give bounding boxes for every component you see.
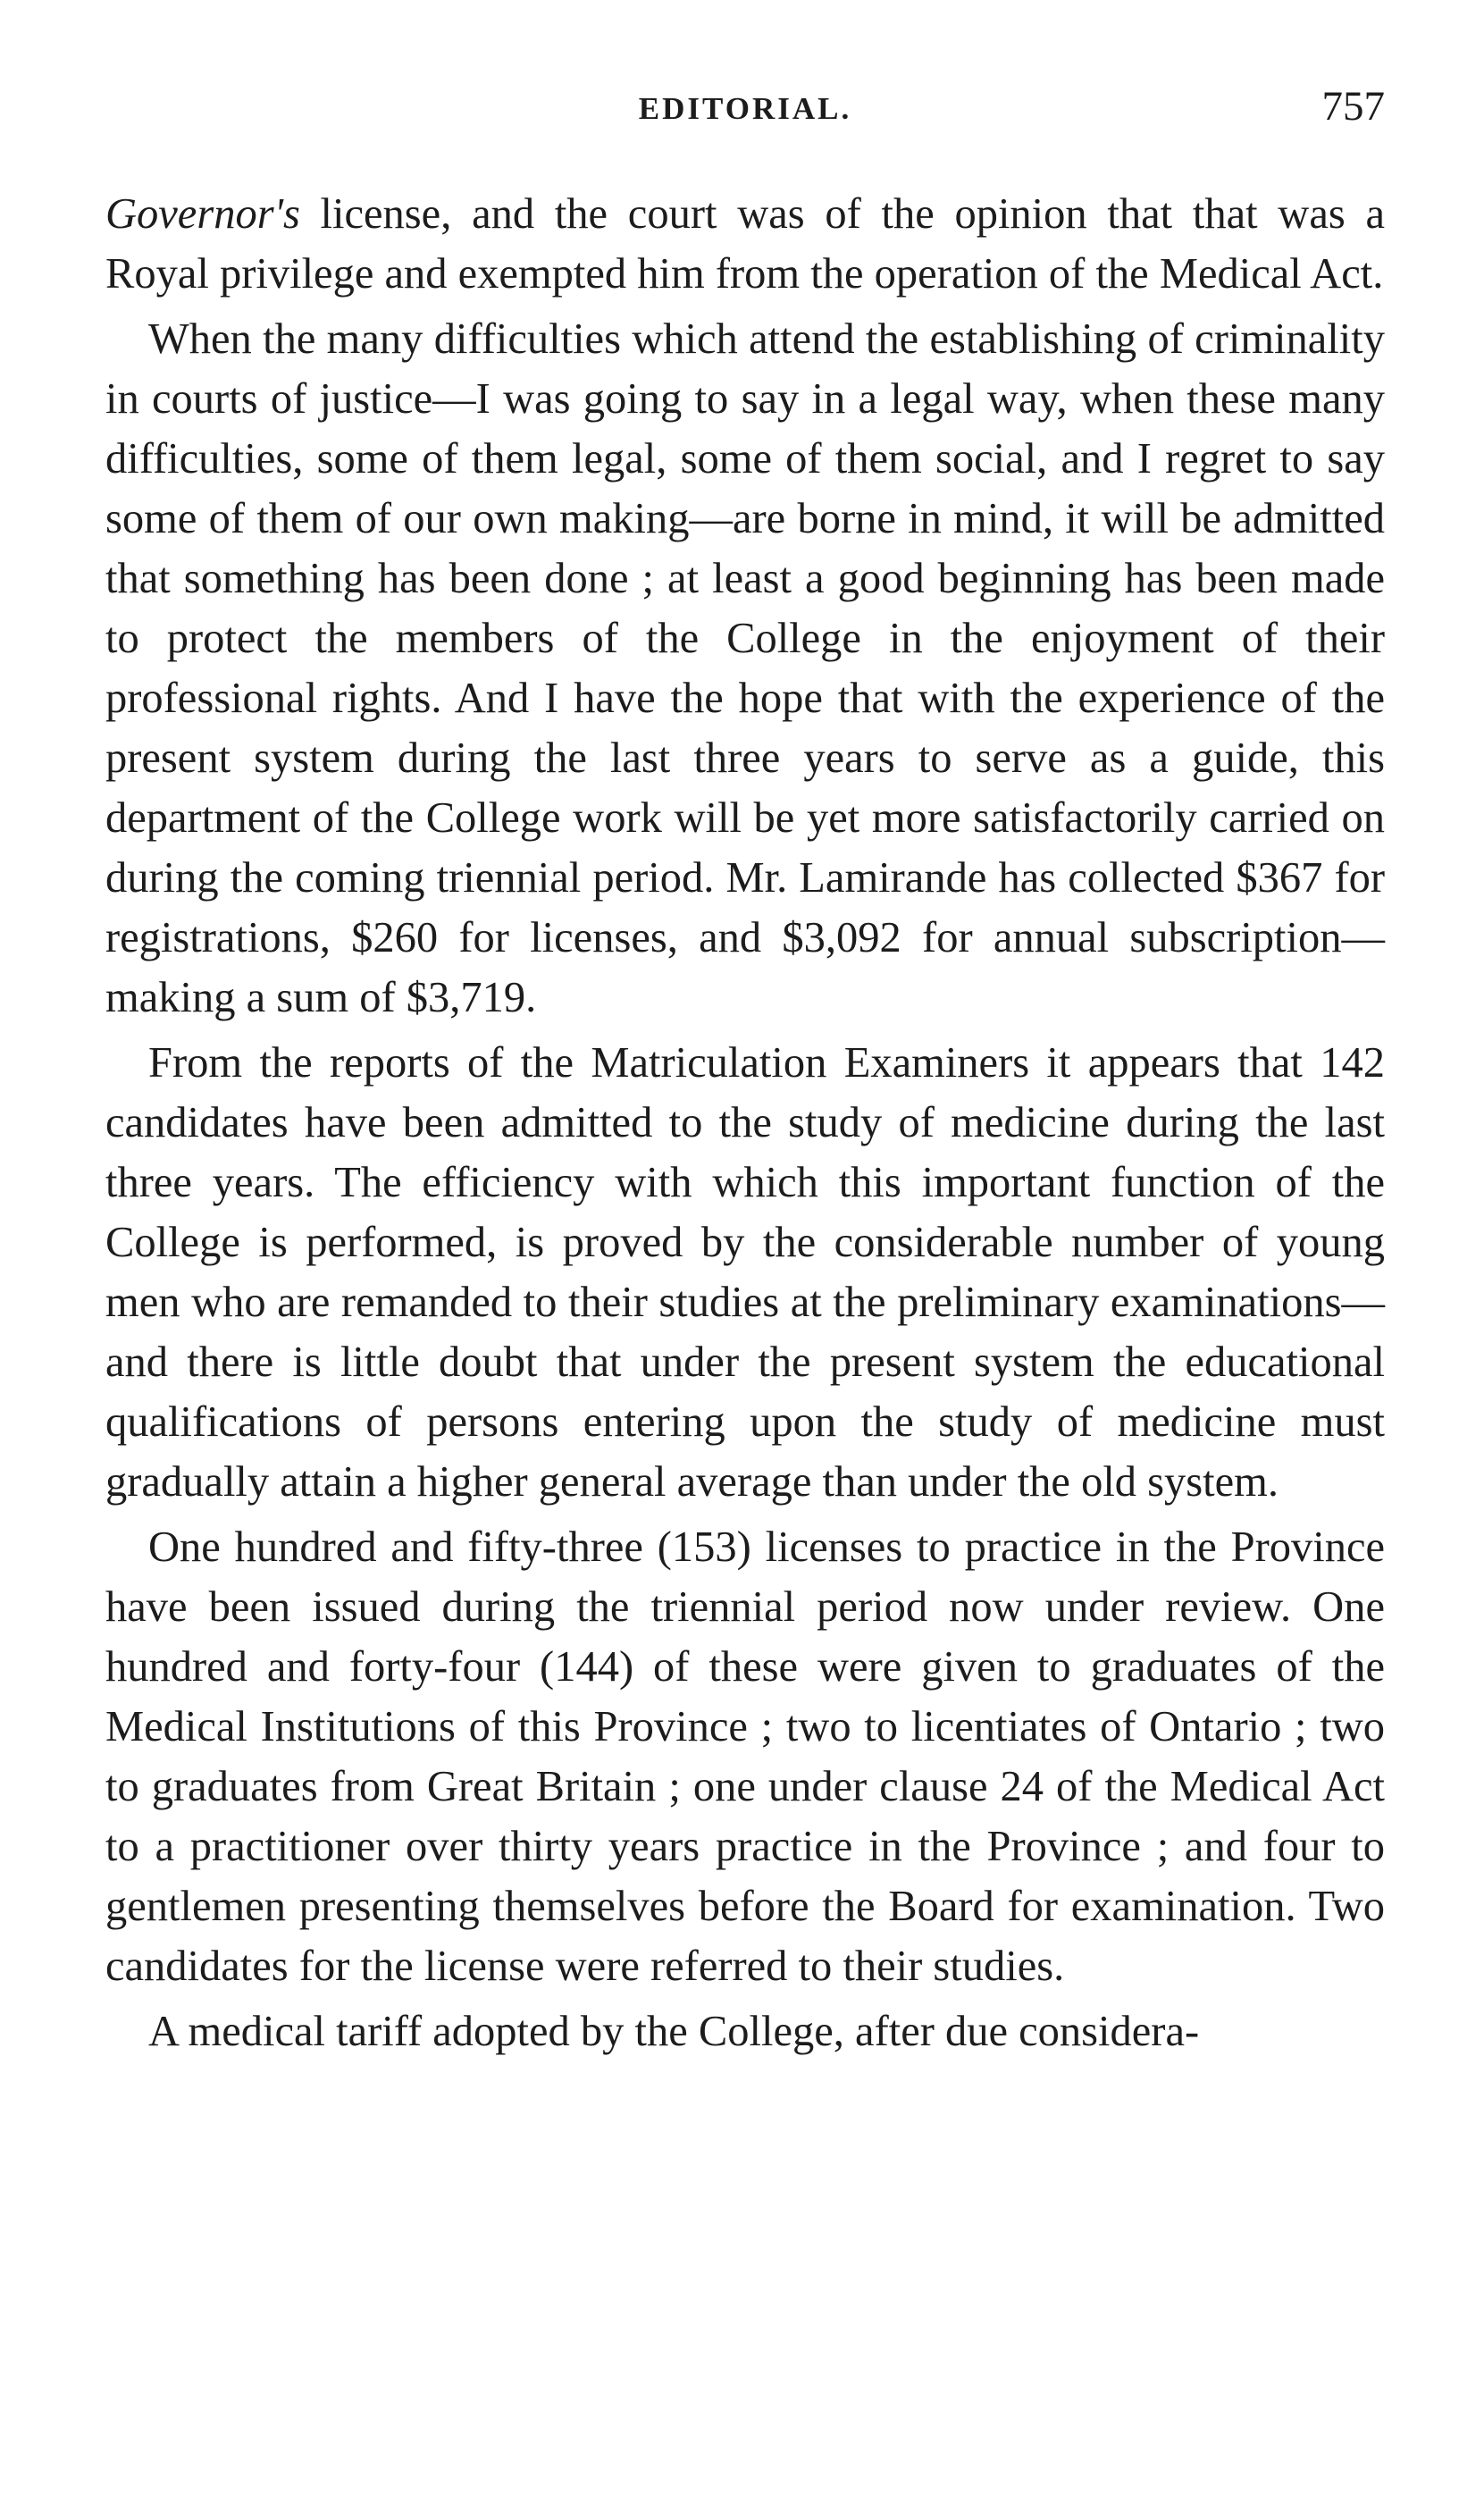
running-head xyxy=(105,79,1385,134)
paragraph-1-text: license, and the court was of the opinion that that was a Royal privilege and exempted him from the operation of the Medical Act. xyxy=(105,190,1385,298)
body-text xyxy=(105,184,1385,2061)
paragraph-4: One hundred and fifty-three (153) licenses to practice in the Province have been issued during the triennial period now under review. One hundred and forty-four (144) of these were given to graduates of the Medical Institutions of this Province ; two to licentiates of Ontario ; two to graduates from Great Britain ; one under clause 24 of the Medical Act to a practitioner over thirty years practice in the Province ; and four to gentlemen presenting themselves before the Board for examination. Two candidates for the license were referred to their studies. xyxy=(105,1523,1385,1990)
paragraph-1 xyxy=(105,184,1385,304)
document-page xyxy=(105,79,1385,2061)
page-number: 757 xyxy=(1321,83,1385,130)
paragraph-3: From the reports of the Matriculation Examiners it appears that 142 candidates have been admitted to the study of medicine during the last three years. The efficiency with which this important function of the College is performed, is proved by the considerable number of young men who are remanded to their studies at the preliminary examinations—and there is little doubt that under the present system the educational qualifications of persons entering upon the study of medicine must gradually attain a higher general average than under the old system. xyxy=(105,1039,1385,1506)
running-title: EDITORIAL. xyxy=(638,91,852,126)
italic-word: Governor's xyxy=(105,190,300,238)
paragraph-5: A medical tariff adopted by the College, after due considera- xyxy=(148,2008,1200,2055)
paragraph-2: When the many difficulties which attend the establishing of criminality in courts of justice—I was going to say in a legal way, when these many difficulties, some of them legal, some of them social, and I regret to say some of them of our own making—are borne in mind, it will be admitted that something has been done ; at least a good beginning has been made to protect the members of the College in the enjoyment of their professional rights. And I have the hope that with the experience of the present system during the last three years to serve as a guide, this department of the College work will be yet more satisfactorily carried on during the coming triennial period. Mr. Lamirande has collected $367 for registrations, $260 for licenses, and $3,092 for annual subscription—making a sum of $3,719. xyxy=(105,315,1385,1021)
